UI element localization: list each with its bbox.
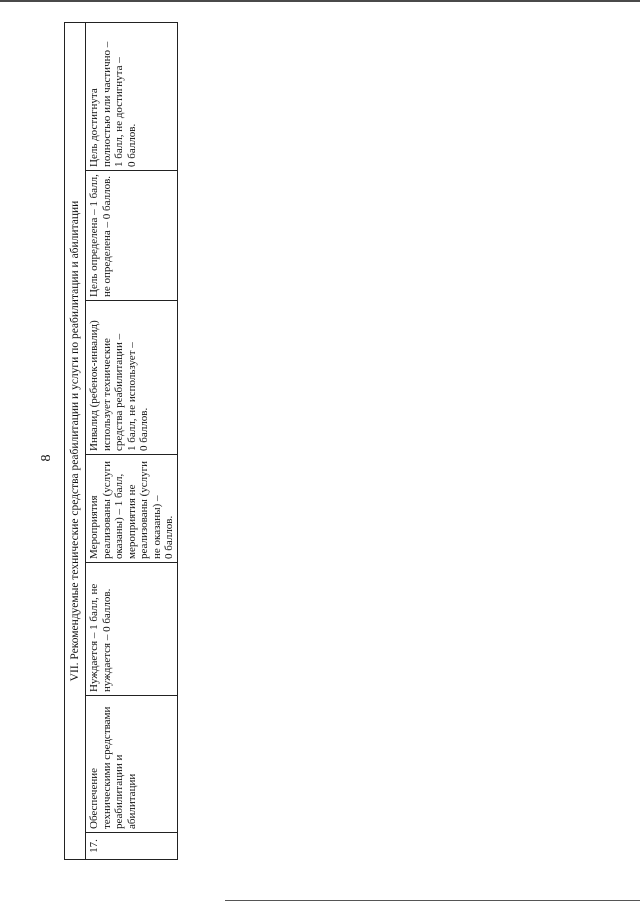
goal-achieved-cell: Цель достигнута полностью или частично – 1 балл, не достигнута – 0 баллов. [85, 23, 178, 171]
scan-edge-top [0, 0, 640, 2]
section-title: VII. Рекомендуемые технические средства реабилитации и услуги по реабилитации и абилитации [65, 23, 86, 859]
measures-criteria-cell: Мероприятия реализованы (услуги оказаны) – 1 балл, мероприятия не реализованы (услуги не оказаны) – 0 баллов. [85, 455, 178, 563]
scan-edge-bottom [225, 900, 640, 901]
criteria-table [64, 22, 178, 860]
rotated-table-wrapper [64, 22, 178, 860]
usage-criteria-cell: Инвалид (ребенок-инвалид) использует технические средства реабилитации – 1 балл, не использует – 0 баллов. [85, 301, 178, 455]
goal-defined-cell: Цель определена – 1 балл, не определена – 0 баллов. [85, 171, 178, 301]
page-number: 8 [39, 454, 54, 462]
indicator-cell: Обеспечение техническими средствами реабилитации и абилитации [85, 696, 178, 833]
row-number-cell: 17. [88, 839, 100, 853]
need-criteria-cell: Нуждается – 1 балл, не нуждается – 0 баллов. [85, 563, 178, 696]
